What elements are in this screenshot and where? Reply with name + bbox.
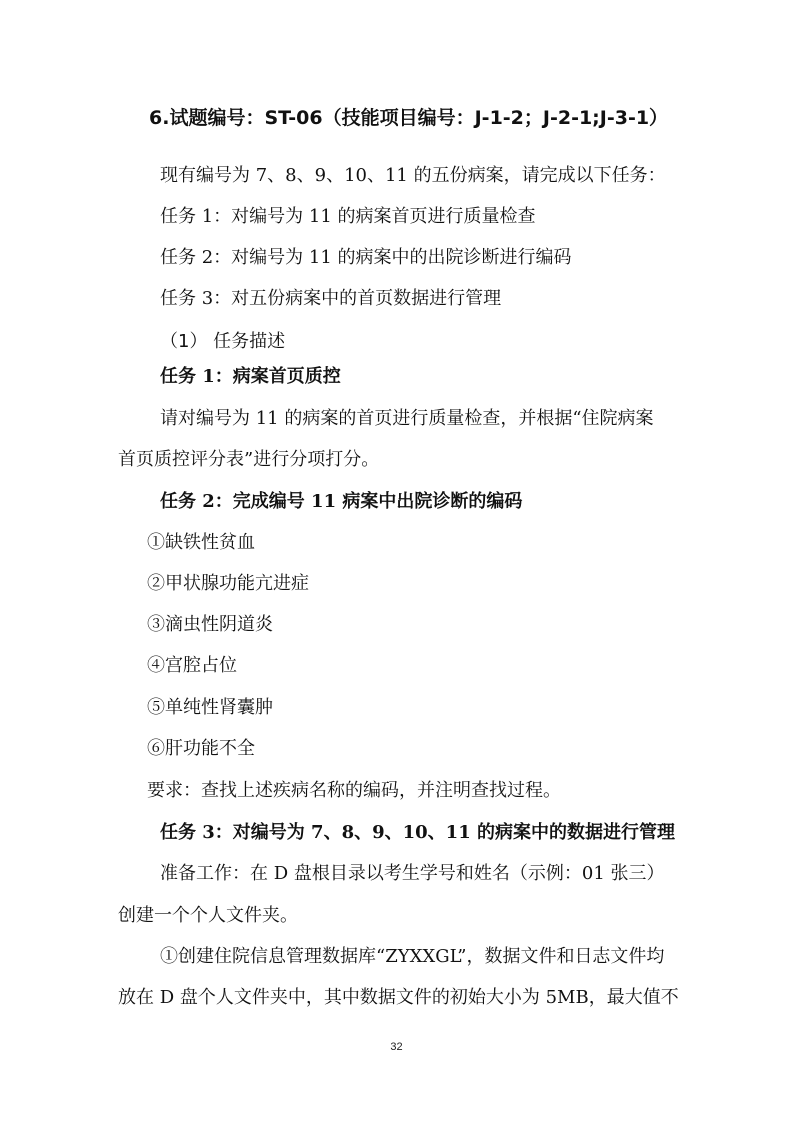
diagnosis-item: ⑤单纯性肾囊肿: [147, 697, 273, 718]
intro-task-1: 任务 1：对编号为 11 的病案首页进行质量检查: [160, 206, 536, 227]
page-number: 32: [390, 1041, 403, 1053]
diagnosis-item: ⑥肝功能不全: [147, 738, 255, 759]
task2-heading: 任务 2：完成编号 11 病案中出院诊断的编码: [160, 491, 523, 512]
task1-body-line-2: 首页质控评分表”进行分项打分。: [118, 449, 380, 470]
exam-item-title: 6.试题编号：ST-06（技能项目编号：J-1-2；J-2-1;J-3-1）: [149, 107, 669, 129]
task3-step1-line-2: 放在 D 盘个人文件夹中，其中数据文件的初始大小为 5MB，最大值不: [118, 987, 679, 1008]
diagnosis-item: ③滴虫性阴道炎: [147, 614, 273, 635]
diagnosis-item: ④宫腔占位: [147, 655, 237, 676]
task3-prep-line-2: 创建一个个人文件夹。: [118, 905, 298, 926]
task1-body-line-1: 请对编号为 11 的病案的首页进行质量检查，并根据“住院病案: [160, 408, 654, 429]
intro-line: 现有编号为 7、8、9、10、11 的五份病案，请完成以下任务：: [160, 165, 666, 186]
task3-prep-line-1: 准备工作：在 D 盘根目录以考生学号和姓名（示例：01 张三）: [160, 863, 665, 884]
diagnosis-item: ②甲状腺功能亢进症: [147, 573, 309, 594]
task3-heading: 任务 3：对编号为 7、8、9、10、11 的病案中的数据进行管理: [160, 822, 675, 843]
diagnosis-item: ①缺铁性贫血: [147, 532, 255, 553]
task1-heading: 任务 1：病案首页质控: [160, 366, 341, 387]
intro-task-2: 任务 2：对编号为 11 的病案中的出院诊断进行编码: [160, 247, 572, 268]
section-heading-task-description: （1） 任务描述: [160, 331, 286, 352]
task3-step1-line-1: ①创建住院信息管理数据库“ZYXXGL”，数据文件和日志文件均: [160, 946, 665, 967]
task2-requirement: 要求：查找上述疾病名称的编码，并注明查找过程。: [147, 780, 561, 801]
intro-task-3: 任务 3：对五份病案中的首页数据进行管理: [160, 288, 502, 309]
